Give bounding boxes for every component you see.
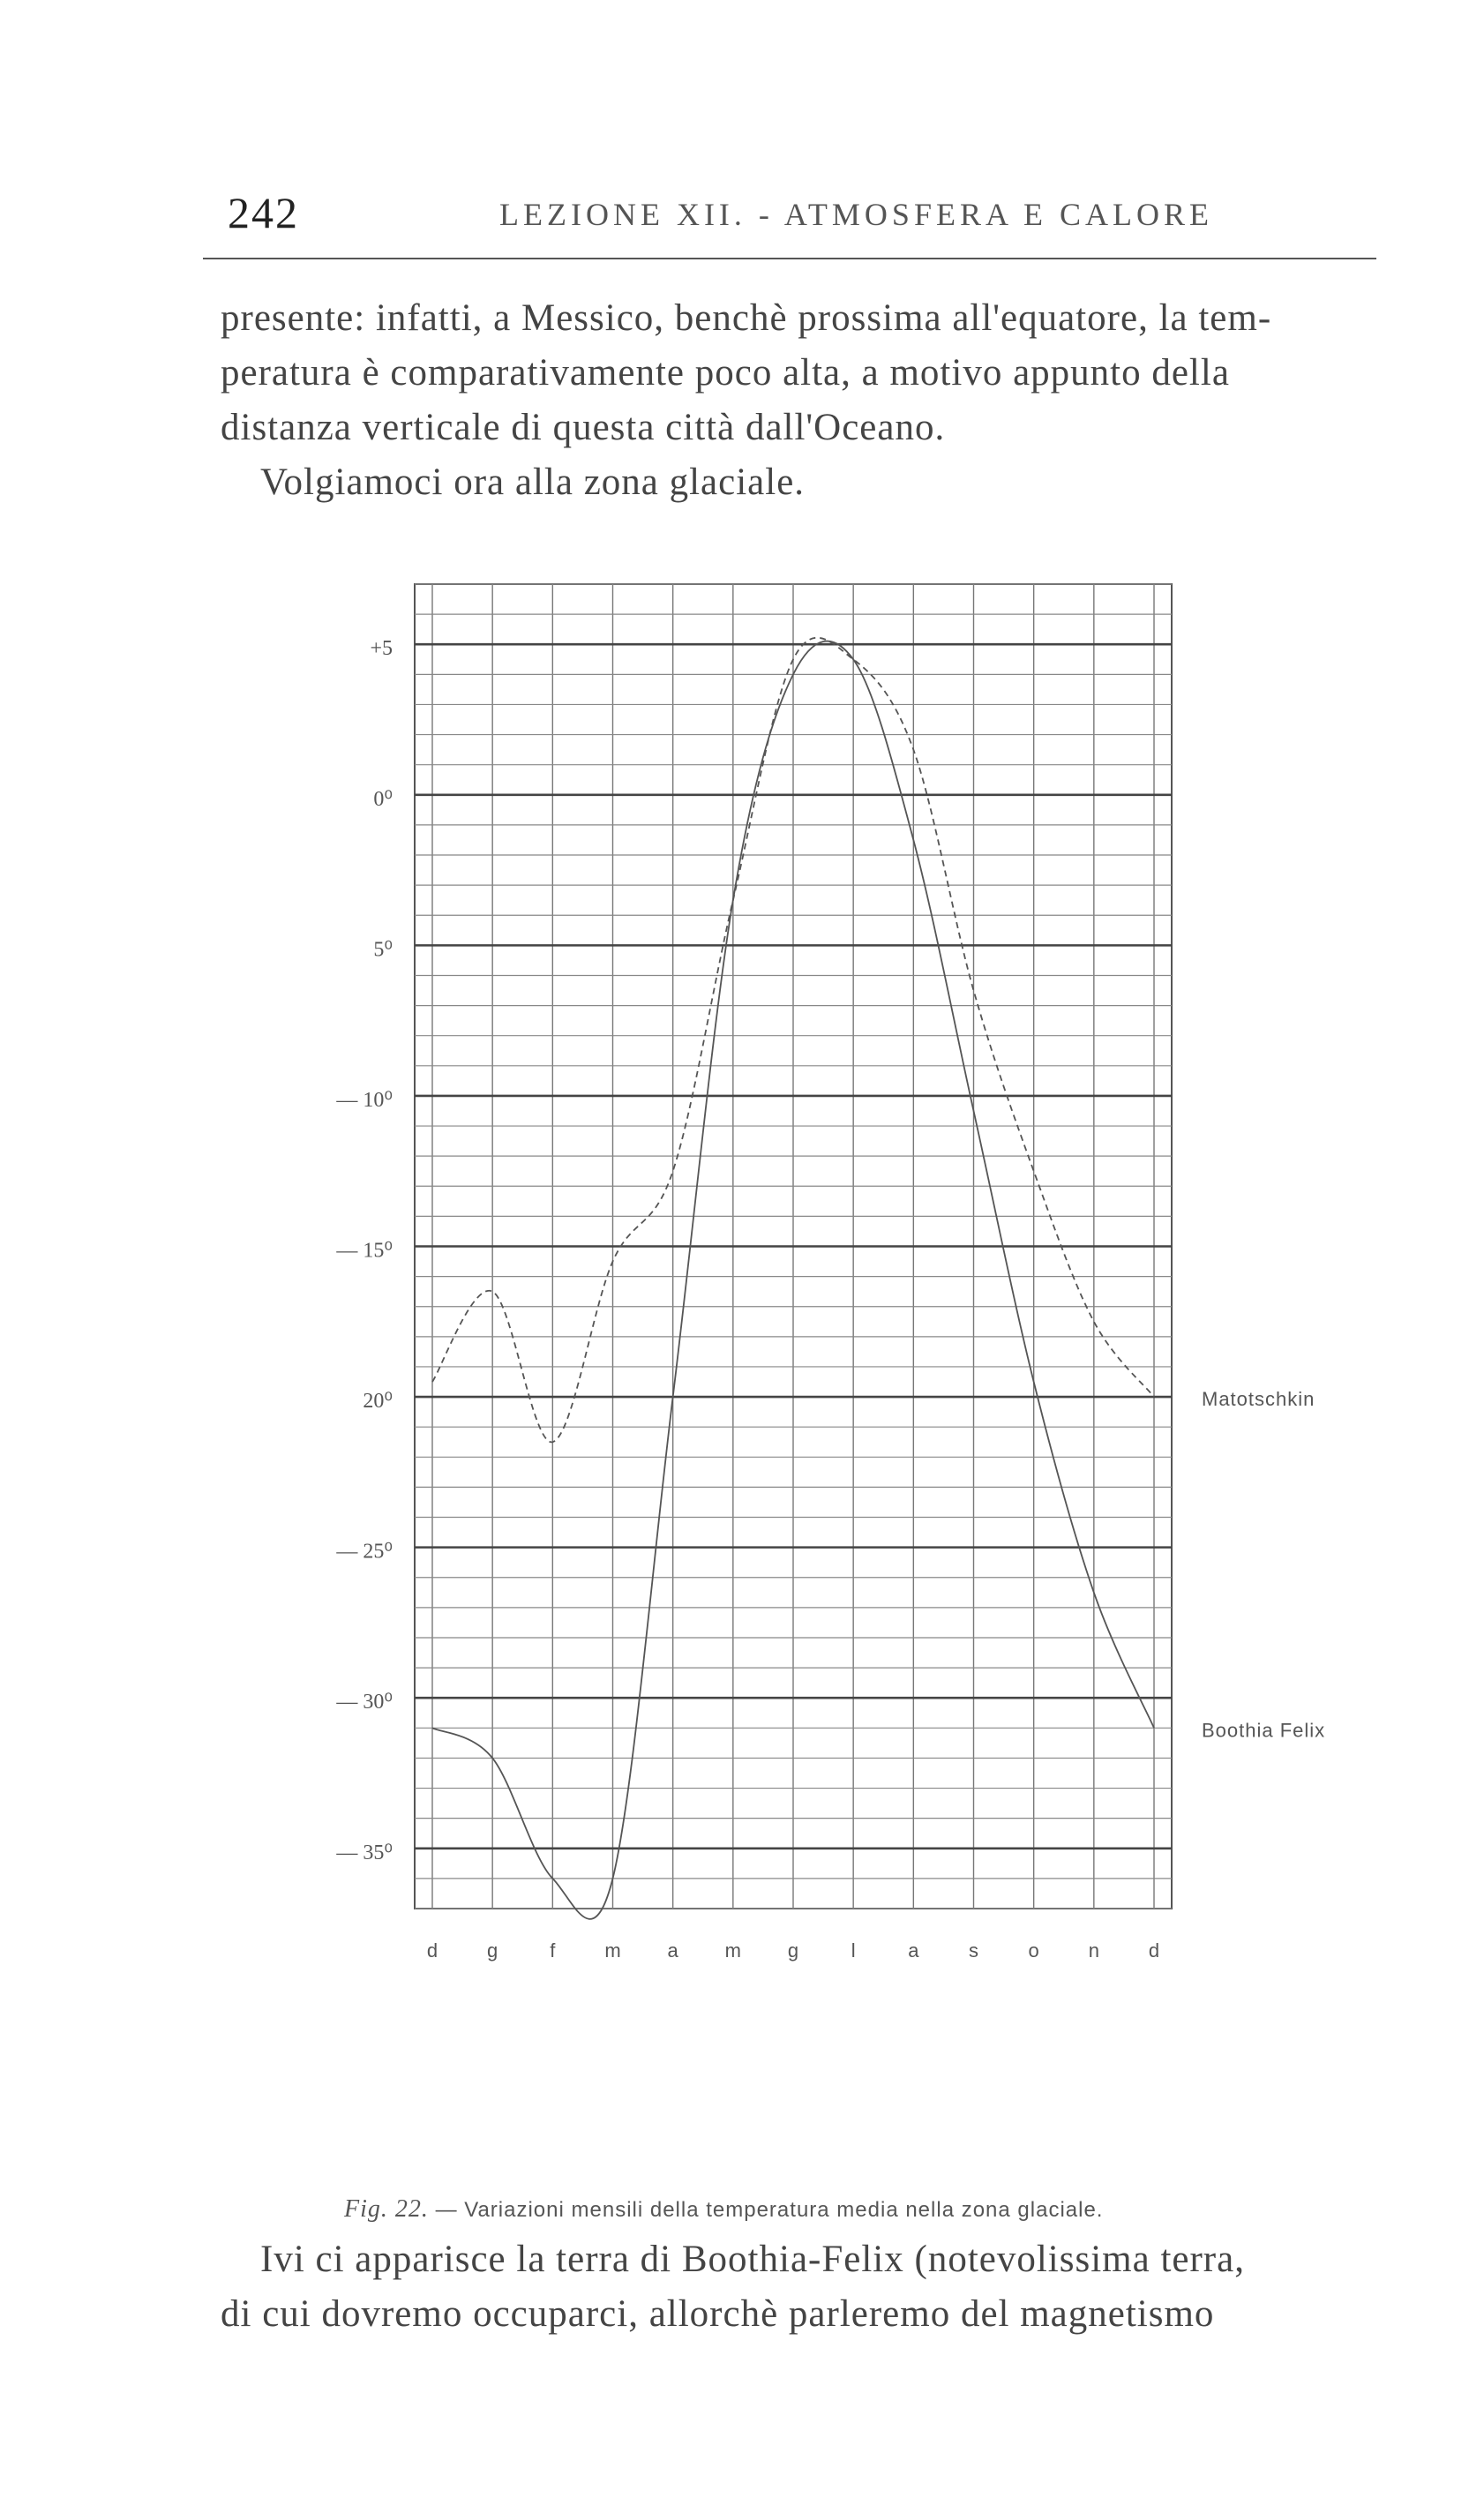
x-tick-label: a bbox=[667, 1939, 678, 1962]
y-tick-label: — 15⁰ bbox=[336, 1239, 393, 1263]
y-tick-label: — 30⁰ bbox=[336, 1691, 393, 1714]
x-axis-labels bbox=[427, 1939, 1159, 1962]
caption-text: — Variazioni mensili della temperatura media nella zona glaciale. bbox=[435, 2198, 1104, 2222]
x-tick-label: l bbox=[851, 1939, 856, 1962]
x-tick-label: s bbox=[969, 1939, 978, 1962]
text-line: Volgiamoci ora alla zona glaciale. bbox=[260, 461, 806, 503]
y-tick-label: 0⁰ bbox=[373, 787, 393, 811]
y-tick-label: — 10⁰ bbox=[336, 1088, 393, 1112]
x-tick-label: d bbox=[426, 1939, 438, 1962]
x-tick-label: a bbox=[908, 1939, 919, 1962]
page-number: 242 bbox=[228, 188, 299, 237]
paragraph-bottom bbox=[221, 2232, 1385, 2342]
series-labels bbox=[1202, 1388, 1325, 1741]
figure-caption bbox=[344, 2195, 1315, 2224]
x-tick-label: o bbox=[1028, 1939, 1039, 1962]
series-label: Boothia Felix bbox=[1202, 1719, 1326, 1742]
x-tick-label: m bbox=[724, 1939, 741, 1962]
text-line: distanza verticale di questa città dall'Oceano. bbox=[221, 407, 946, 448]
y-tick-label: +5 bbox=[370, 637, 393, 661]
x-tick-label: n bbox=[1088, 1939, 1099, 1962]
text-line: peratura è comparativamente poco alta, a motivo appunto della bbox=[221, 352, 1230, 394]
chart-grid bbox=[415, 584, 1172, 1909]
x-tick-label: g bbox=[487, 1939, 498, 1962]
y-tick-label: — 35⁰ bbox=[336, 1841, 393, 1864]
x-tick-label: f bbox=[550, 1939, 556, 1962]
y-tick-label: 5⁰ bbox=[373, 938, 393, 962]
running-title: LEZIONE XII. - ATMOSFERA E CALORE bbox=[499, 197, 1213, 232]
series-label: Matotschkin bbox=[1202, 1388, 1315, 1411]
x-tick-label: g bbox=[787, 1939, 799, 1962]
text-line: presente: infatti, a Messico, benchè prossima all'equatore, la tem- bbox=[221, 297, 1272, 339]
x-tick-label: m bbox=[604, 1939, 621, 1962]
x-tick-label: d bbox=[1148, 1939, 1160, 1962]
y-tick-label: — 25⁰ bbox=[336, 1540, 393, 1564]
caption-label: Fig. 22. bbox=[344, 2195, 429, 2223]
text-line: di cui dovremo occuparci, allorchè parleremo del magnetismo bbox=[221, 2293, 1215, 2335]
text-line: Ivi ci apparisce la terra di Boothia-Felix (notevolissima terra, bbox=[260, 2239, 1245, 2280]
y-tick-label: 20⁰ bbox=[363, 1390, 393, 1414]
y-axis-labels bbox=[335, 637, 393, 1864]
